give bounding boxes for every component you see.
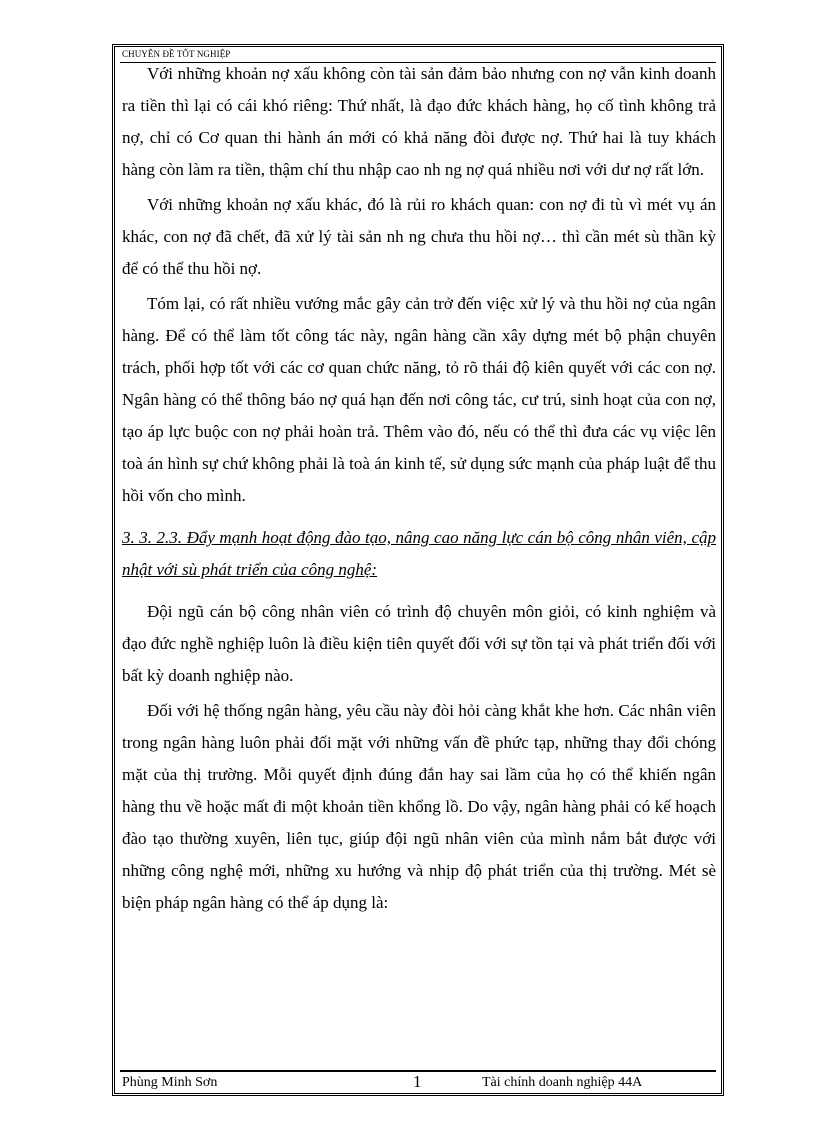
paragraph: Đội ngũ cán bộ công nhân viên có trình độ chuyên môn giỏi, có kinh nghiệm và đạo đức nghề nghiệp luôn là điều kiện tiên quyết đối với sự tồn tại và phát triển đối với bất kỳ doanh nghiệp nào. bbox=[122, 602, 716, 685]
paragraph: Với những khoản nợ xấu không còn tài sản đảm bảo nhưng con nợ vẫn kinh doanh ra tiền thì lại có cái khó riêng: Thứ nhất, là đạo đức khách hàng, họ cố tình không trả nợ, chỉ có Cơ quan thi hành án mới có khả năng đòi được nợ. Thứ hai là tuy khách hàng còn làm ra tiền, thậm chí thu nhập cao nh ng nợ quá nhiều nơi với dư nợ rất lớn. bbox=[122, 64, 716, 179]
page-footer bbox=[120, 1070, 716, 1094]
document-body bbox=[122, 58, 716, 919]
paragraph: Với những khoản nợ xấu khác, đó là rủi ro khách quan: con nợ đi tù vì mét vụ án khác, con nợ đã chết, đã xử lý tài sản nh ng chưa thu hồi nợ… thì cần mét sù thần kỳ để có thể thu hồi nợ. bbox=[122, 195, 716, 278]
page-number: 1 bbox=[413, 1072, 422, 1091]
section-heading-block bbox=[122, 522, 716, 586]
footer-author: Phùng Minh Sơn bbox=[122, 1075, 218, 1090]
section-heading: 3. 3. 2.3. Đẩy mạnh hoạt động đào tạo, nâng cao năng lực cán bộ công nhân viên, cập nhật với sù phát triển của công nghệ: bbox=[122, 528, 716, 579]
header-title: CHUYÊN ĐỀ TỐT NGHIỆP bbox=[122, 49, 231, 59]
paragraph: Đối với hệ thống ngân hàng, yêu cầu này đòi hỏi càng khắt khe hơn. Các nhân viên trong ngân hàng luôn phải đối mặt với những vấn đề phức tạp, những thay đổi chóng mặt của thị trường. Mỗi quyết định đúng đắn hay sai lầm của họ có thể khiến ngân hàng thu về hoặc mất đi một khoản tiền khổng lồ. Do vậy, ngân hàng phải có kế hoạch đào tạo thường xuyên, liên tục, giúp đội ngũ nhân viên của mình nắm bắt được với những công nghệ mới, những xu hướng và nhịp độ phát triển của thị trường. Mét sè biện pháp ngân hàng có thể áp dụng là: bbox=[122, 701, 716, 912]
footer-department: Tài chính doanh nghiệp 44A bbox=[482, 1075, 643, 1090]
paragraph: Tóm lại, có rất nhiều vướng mắc gây cản trở đến việc xử lý và thu hồi nợ của ngân hàng. Để có thể làm tốt công tác này, ngân hàng cần xây dựng mét bộ phận chuyên trách, phối hợp tốt với các cơ quan chức năng, tỏ rõ thái độ kiên quyết với các con nợ. Ngân hàng có thể thông báo nợ quá hạn đến nơi công tác, cư trú, sinh hoạt của con nợ, tạo áp lực buộc con nợ phải hoàn trả. Thêm vào đó, nếu có thể thì đưa các vụ việc lên toà án hình sự chứ không phải là toà án kinh tế, sử dụng sức mạnh của pháp luật để thu hồi vốn cho mình. bbox=[122, 294, 716, 505]
